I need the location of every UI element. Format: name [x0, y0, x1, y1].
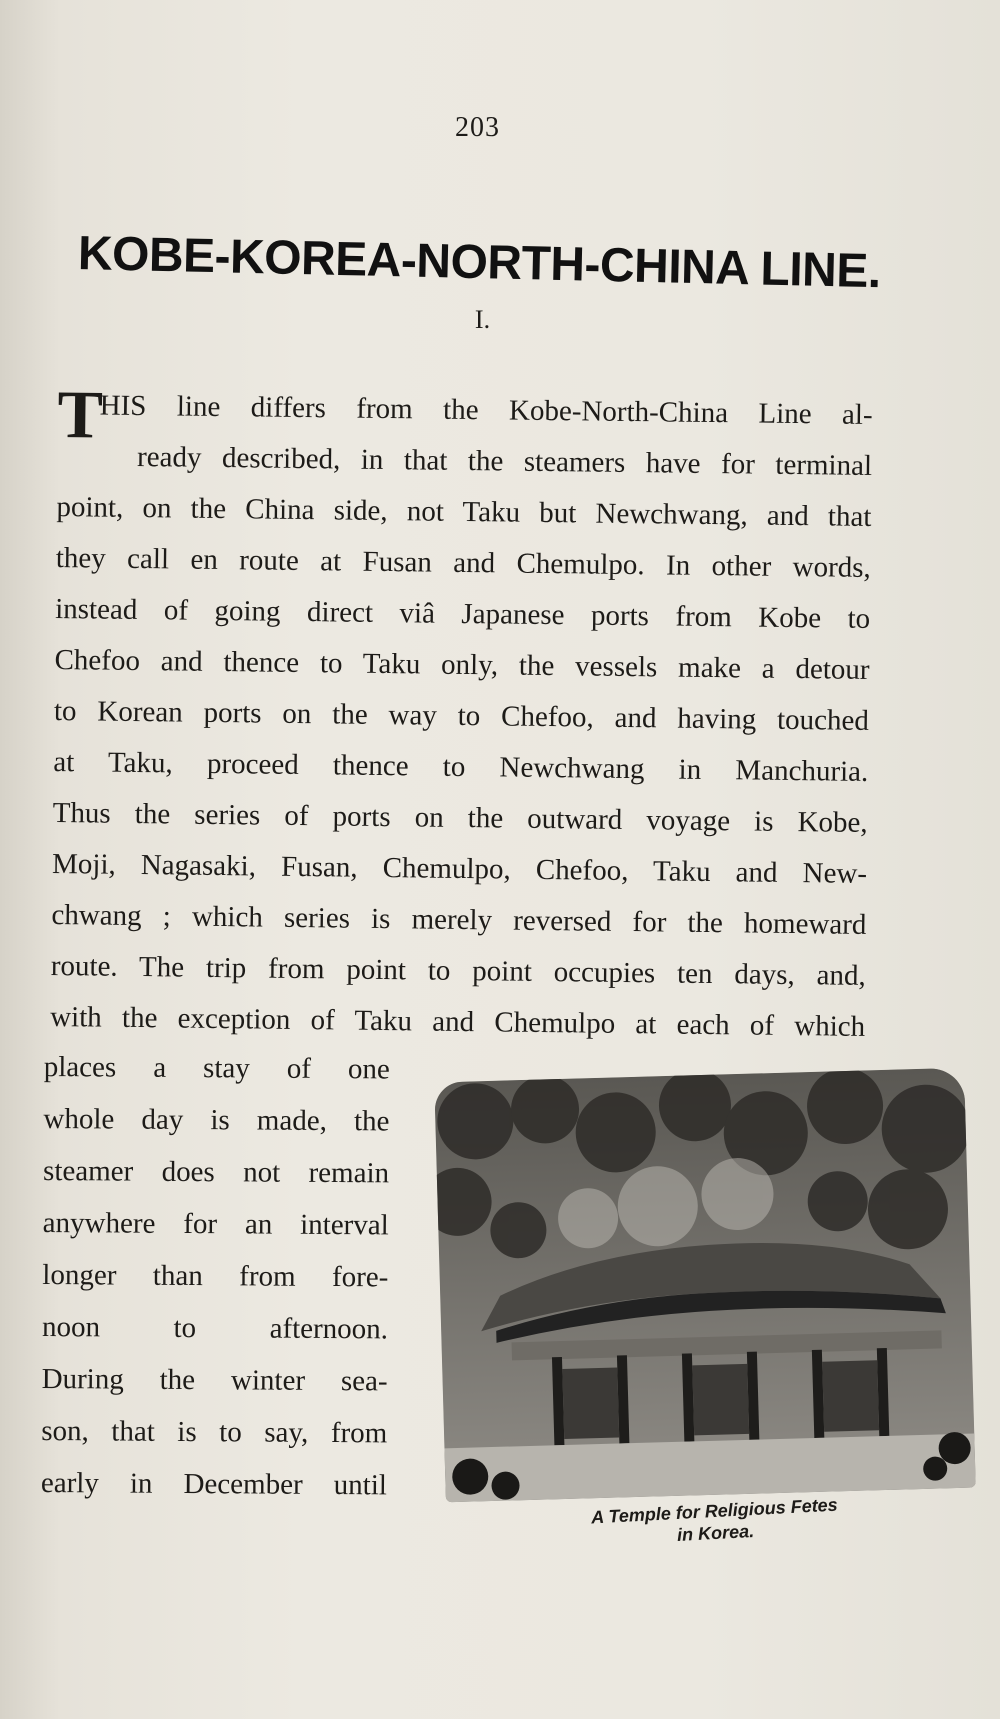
body-line: Thus the series of ports on the outward voyage is Kobe,	[52, 796, 868, 839]
caption-line: in Korea.	[676, 1520, 755, 1545]
drop-cap: T	[57, 376, 104, 453]
chapter-title: KOBE-KOREA-NORTH-CHINA LINE.	[77, 227, 882, 299]
column-line: early in December until	[40, 1466, 388, 1502]
temple-photo-illustration	[434, 1068, 976, 1503]
body-line: point, on the China side, not Taku but Newchwang, and that	[56, 490, 872, 533]
body-line: ready described, in that the steamers have for terminal	[136, 440, 873, 482]
section-numeral: I.	[474, 305, 491, 334]
column-line: longer than from fore-	[42, 1258, 389, 1294]
body-line: instead of going direct viâ Japanese ports from Kobe to	[55, 592, 871, 635]
column-line: whole day is made, the	[43, 1102, 390, 1138]
column-line: son, that is to say, from	[41, 1414, 388, 1450]
column-line: places a stay of one	[43, 1050, 390, 1086]
figure-caption	[544, 1491, 886, 1553]
body-line: chwang ; which series is merely reversed for the homeward	[51, 898, 867, 941]
body-line: to Korean ports on the way to Chefoo, and having touched	[53, 694, 870, 737]
body-line: route. The trip from point to point occupies ten days, and,	[50, 949, 866, 992]
body-line-text: HIS line differs from the Kobe-North-China Line al-	[99, 389, 873, 431]
caption-line: A Temple for Religious Fetes	[590, 1494, 839, 1528]
temple-photo	[434, 1068, 976, 1503]
column-line: During the winter sea-	[41, 1362, 388, 1398]
body-line: Moji, Nagasaki, Fusan, Chemulpo, Chefoo, Taku and New-	[51, 847, 868, 890]
body-line	[57, 376, 873, 453]
body-line: with the exception of Taku and Chemulpo at each of which	[50, 1000, 866, 1043]
column-text	[41, 1041, 390, 1511]
body-text	[50, 376, 873, 1053]
body-line: at Taku, proceed thence to Newchwang in Manchuria.	[53, 745, 869, 788]
body-line: they call en route at Fusan and Chemulpo. In other words,	[55, 541, 871, 584]
page-number: 203	[455, 112, 500, 143]
body-line: Chefoo and thence to Taku only, the vessels make a detour	[54, 643, 870, 686]
column-line: anywhere for an interval	[42, 1206, 389, 1242]
column-line: noon to afternoon.	[41, 1310, 389, 1346]
column-line: steamer does not remain	[42, 1154, 390, 1190]
